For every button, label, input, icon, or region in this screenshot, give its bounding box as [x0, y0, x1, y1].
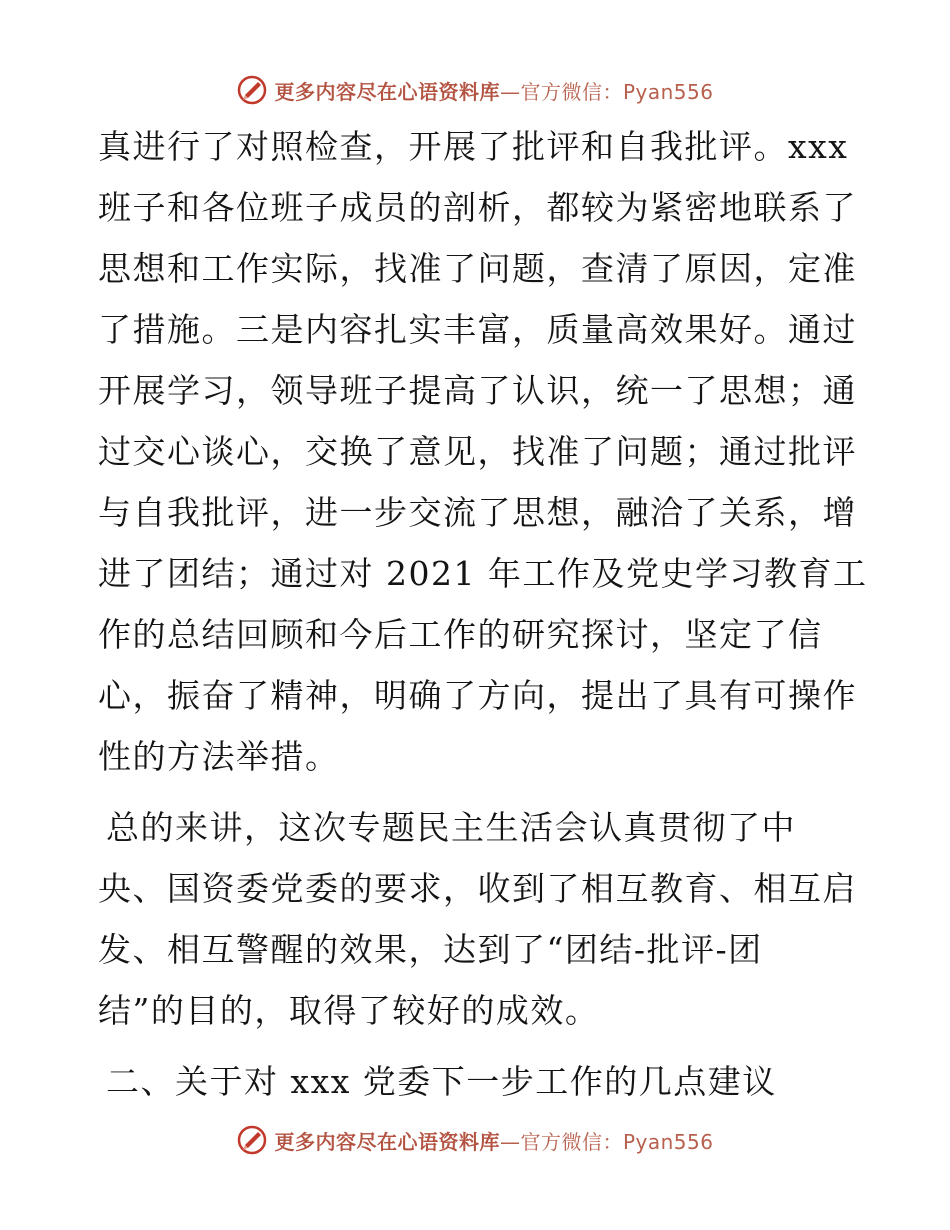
- text-line: 央、国资委党委的要求，收到了相互教育、相互启: [98, 869, 857, 908]
- footer-banner: [0, 1120, 950, 1160]
- paragraph-2: [98, 797, 858, 1041]
- text-line: 进了团结；通过对 2021 年工作及党史学习教育工: [98, 554, 868, 593]
- text-line: 总的来讲，这次专题民主生活会认真贯彻了中: [106, 808, 796, 847]
- text-line: 开展学习，领导班子提高了认识，统一了思想；通: [98, 371, 857, 410]
- logo-icon: [236, 1124, 268, 1156]
- logo-icon: [236, 74, 268, 106]
- text-line: 性的方法举措。: [98, 737, 340, 776]
- text-line: 了措施。三是内容扎实丰富，质量高效果好。通过: [98, 310, 857, 349]
- footer-banner-wechat: —官方微信：Pyan556: [499, 1129, 714, 1154]
- text-line: 发、相互警醒的效果，达到了“团结-批评-团: [98, 930, 763, 969]
- text-line: 真进行了对照检查，开展了批评和自我批评。xxx: [98, 127, 849, 166]
- footer-banner-title: 更多内容尽在心语资料库: [274, 1129, 500, 1154]
- footer-banner-text: [274, 1126, 713, 1155]
- text-line: 结”的目的，取得了较好的成效。: [98, 991, 600, 1030]
- text-line: 过交心谈心，交换了意见，找准了问题；通过批评: [98, 432, 857, 471]
- paragraph-1: [98, 116, 868, 787]
- header-banner-text: [274, 76, 713, 105]
- text-line: 作的总结回顾和今后工作的研究探讨，坚定了信: [98, 615, 823, 654]
- section-heading: [98, 1051, 858, 1112]
- header-banner-title: 更多内容尽在心语资料库: [274, 79, 500, 104]
- text-line: 与自我批评，进一步交流了思想，融洽了关系，增: [98, 493, 857, 532]
- document-body: [98, 116, 868, 1112]
- header-banner-wechat: —官方微信：Pyan556: [499, 79, 714, 104]
- text-line: 班子和各位班子成员的剖析，都较为紧密地联系了: [98, 188, 857, 227]
- heading-line: 二、关于对 xxx 党委下一步工作的几点建议: [106, 1062, 777, 1101]
- text-line: 思想和工作实际，找准了问题，查清了原因，定准: [98, 249, 857, 288]
- header-banner: [0, 70, 950, 110]
- text-line: 心，振奋了精神，明确了方向，提出了具有可操作: [98, 676, 857, 715]
